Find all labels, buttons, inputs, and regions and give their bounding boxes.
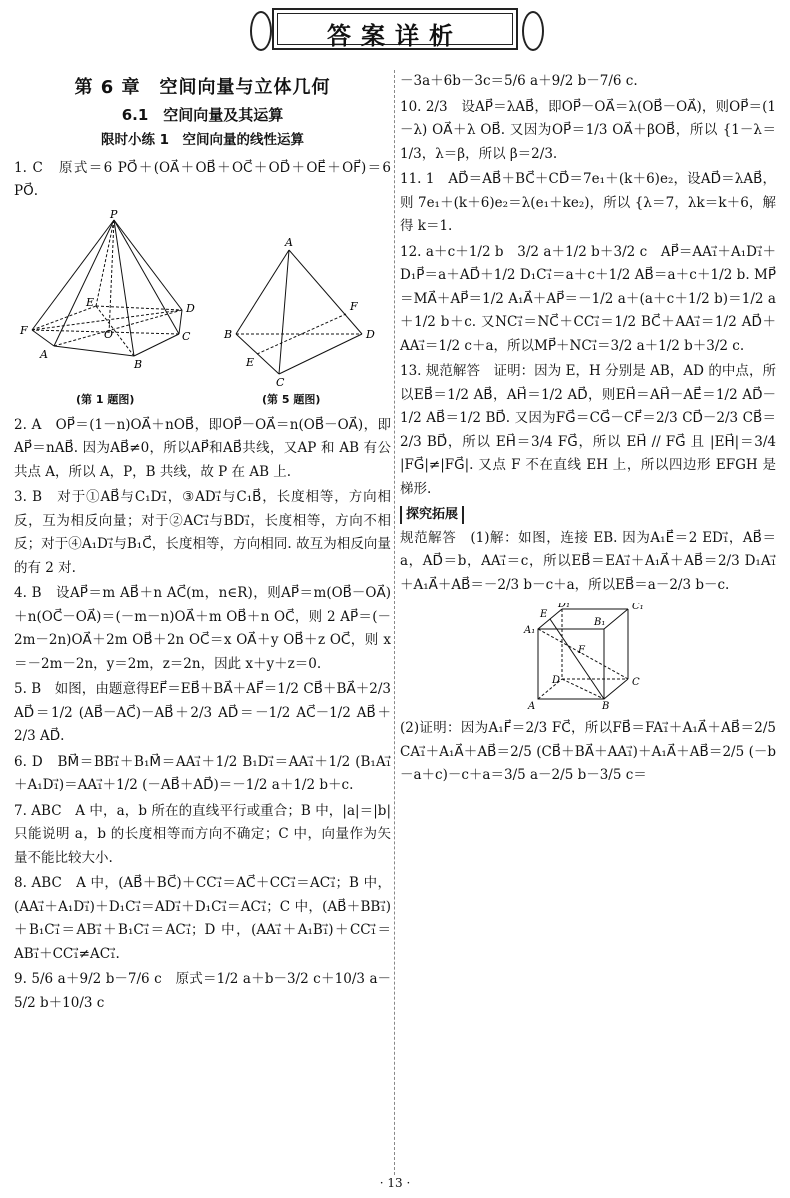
fig5-label-f: F [350,299,358,313]
chapter-title: 第 6 章 空间向量与立体几何 [74,77,331,98]
cube-label-f: F [578,645,585,656]
exploration-part-1: 规范解答 (1)解：如图，连接 EB. 因为A₁E⃗＝2 ED₁⃗，AB⃗＝a，AD⃗＝b，AA₁⃗＝c，所以EB⃗＝EA₁⃗＋A₁A⃗＋AB⃗＝2/3 D₁A₁⃗＋A₁A⃗＋AB⃗＝－2/3 b－c＋a，所以EB⃗＝a－2/3 b－c. [400,529,776,593]
cube-label-d: D [552,675,561,686]
figures [14,210,391,410]
pyramid-figures [14,210,391,388]
answer-10: 10. 2/3 设AP⃗＝λAB⃗，即OP⃗－OA⃗＝λ(OB⃗－OA⃗)，则OP⃗＝(1－λ) OA⃗＋λ OB⃗. 又因为OP⃗＝1/3 OA⃗＋βOB⃗，所以 {1－λ＝1/3，λ＝β，所以 β＝2/3. [400,98,776,162]
fig1-label-a: A [40,347,48,361]
cube-diagram [400,603,776,711]
fig1-caption: (第 1 题图) [76,392,135,406]
answer-9-continued: －3a＋6b－3c＝5/6 a＋9/2 b－7/6 c. [400,73,638,89]
cube-label-e: E [540,609,548,620]
fig1-label-b: B [134,357,143,371]
fig1-label-c: C [182,329,191,343]
fig1-label-e: E [86,295,95,309]
answer-1: 1. C 原式＝6 PO⃗＋(OA⃗＋OB⃗＋OC⃗＋OD⃗＋OE⃗＋OF⃗)＝6 PO⃗. [14,159,391,199]
column-divider [394,70,395,1175]
cube-label-c: C [632,677,640,688]
cube-figure [400,603,776,711]
answer-2: 2. A OP⃗＝(1－n)OA⃗＋nOB⃗，即OP⃗－OA⃗＝n(OB⃗－OA⃗)，即AP⃗＝nAB⃗. 因为AB⃗≠0，所以AP⃗和AB⃗共线，又AP 和 AB 有公共点 A，所以 A，P，B 共线，故 P 在 AB 上. [14,416,391,480]
answer-5: 5. B 如图，由题意得EF⃗＝EB⃗＋BA⃗＋AF⃗＝1/2 CB⃗＋BA⃗＋2/3 AD⃗＝1/2 (AB⃗－AC⃗)－AB⃗＋2/3 AD⃗＝－1/2 AC⃗－1/2 AB⃗＋2/3 AD⃗. [14,681,391,744]
banner-title: 答案详析 [327,22,463,50]
answer-13: 13. 规范解答 证明：因为 E，H 分别是 AB，AD 的中点，所以EB⃗＝1/2 AB⃗，AH⃗＝1/2 AD⃗，则EH⃗＝AH⃗－AE⃗＝1/2 AD⃗－1/2 AB⃗＝1/2 BD⃗. 又因为FG⃗＝CG⃗－CF⃗＝2/3 CD⃗－2/3 CB⃗＝2/3 BD⃗，所以 EH⃗＝3/4 FG⃗，所以 EH⃗ // FG⃗ 且 |EH⃗|＝3/4 |FG⃗|≠|FG⃗|. 又点 F 不在直线 EH 上，所以四边形 EFGH 是梯形. [400,363,776,497]
fig5-label-a: A [285,235,293,249]
cube-label-d1: D₁ [558,603,571,610]
answer-6: 6. D BM⃗＝BB₁⃗＋B₁M⃗＝AA₁⃗＋1/2 B₁D₁⃗＝AA₁⃗＋1/2 (B₁A₁⃗＋A₁D₁⃗)＝AA₁⃗＋1/2 (－AB⃗＋AD⃗)＝－1/2 a＋1/2 b＋c. [14,753,391,793]
fig5-label-b: B [224,327,233,341]
banner-ornament-left [250,11,272,51]
answer-4: 4. B 设AP⃗＝m AB⃗＋n AC⃗(m，n∈R)，则AP⃗＝m(OB⃗－OA⃗)＋n(OC⃗－OA⃗)＝(－m－n)OA⃗＋m OB⃗＋n OC⃗，则 2 AP⃗＝(－2m－2n)OA⃗＋2m OB⃗＋2n OC⃗＝x OA⃗＋y OB⃗＋z OC⃗，则 x＝－2m－2n，y＝2m，z＝2n，因此 x＋y＋z＝0. [14,585,391,672]
answer-banner [272,8,518,50]
fig5-label-e: E [246,355,255,369]
subsection-title: 限时小练 1 空间向量的线性运算 [100,132,305,148]
cube-label-b1: B₁ [594,617,606,628]
fig1-label-f: F [20,323,28,337]
answer-9: 9. 5/6 a＋9/2 b－7/6 c 原式＝1/2 a＋b－3/2 c＋10/3 a－5/2 b＋10/3 c [14,971,391,1011]
fig5-caption: (第 5 题图) [262,392,321,406]
fig1-label-o: O [104,327,114,341]
page-number: · 13 · [379,1176,411,1190]
fig1-label-p: P [110,209,118,221]
section-title: 6.1 空间向量及其运算 [121,105,284,124]
answer-7: 7. ABC A 中，a，b 所在的直线平行或重合；B 中，|a|＝|b| 只能说明 a，b 的长度相等而方向不确定；C 中，向量作为矢量不能比较大小. [14,802,391,866]
fig5-label-d: D [366,327,375,341]
cube-label-c1: C₁ [632,603,644,612]
fig5-label-c: C [276,375,285,388]
answer-3: 3. B 对于①AB⃗与C₁D₁⃗，③AD₁⃗与C₁B⃗，长度相等，方向相反，互为相反向量；对于②AC₁⃗与BD₁⃗，长度相等，方向不相反；对于④A₁D₁⃗与B₁C⃗，长度相等，方向相同. 故互为相反向量的有 2 对. [14,489,391,576]
cube-label-a1: A₁ [524,625,536,636]
cube-label-a: A [528,701,536,711]
answer-8: 8. ABC A 中，(AB⃗＋BC⃗)＋CC₁⃗＝AC⃗＋CC₁⃗＝AC₁⃗；B 中，(AA₁⃗＋A₁D₁⃗)＋D₁C₁⃗＝AD₁⃗＋D₁C₁⃗＝AC₁⃗；C 中，(AB⃗＋BB₁⃗)＋B₁C₁⃗＝AB₁⃗＋B₁C₁⃗＝AC₁⃗；D 中，(AA₁⃗＋A₁B₁⃗)＋CC₁⃗＝AB₁⃗＋CC₁⃗≠AC₁⃗. [14,875,391,962]
exploration-part-2: (2)证明：因为A₁F⃗＝2/3 FC⃗，所以FB⃗＝FA₁⃗＋A₁A⃗＋AB⃗＝2/5 CA₁⃗＋A₁A⃗＋AB⃗＝2/5 (CB⃗＋BA⃗＋AA₁⃗)＋A₁A⃗＋AB⃗＝2/5 (－b－a＋c)－c＋a＝3/5 a－2/5 b－3/5 c＝ [400,720,776,783]
right-column [400,70,776,790]
answer-11: 11. 1 AD⃗＝AB⃗＋BC⃗＋CD⃗＝7e₁＋(k＋6)e₂，设AD⃗＝λAB⃗，则 7e₁＋(k＋6)e₂＝λ(e₁＋ke₂)，所以 {λ＝7，λk＝k＋6，解得 k＝1. [400,171,776,234]
cube-label-b: B [602,701,610,711]
answer-12: 12. a＋c＋1/2 b 3/2 a＋1/2 b＋3/2 c AP⃗＝AA₁⃗＋A₁D₁⃗＋D₁P⃗＝a＋AD⃗＋1/2 D₁C₁⃗＝a＋c＋1/2 AB⃗＝a＋c＋1/2 b. MP⃗＝MA⃗＋AP⃗＝1/2 A₁A⃗＋AP⃗＝－1/2 a＋(a＋c＋1/2 b)＝1/2 a＋1/2 b＋c. 又NC₁⃗＝NC⃗＋CC₁⃗＝1/2 BC⃗＋AA₁⃗＝1/2 AD⃗＋AA₁⃗＝1/2 c＋a，所以MP⃗＋NC₁⃗＝3/2 a＋1/2 b＋3/2 c. [400,243,776,354]
left-column [14,70,391,1017]
fig1-label-d: D [186,301,195,315]
banner-ornament-right [522,11,544,51]
exploration-tag: 探究拓展 [400,506,464,524]
